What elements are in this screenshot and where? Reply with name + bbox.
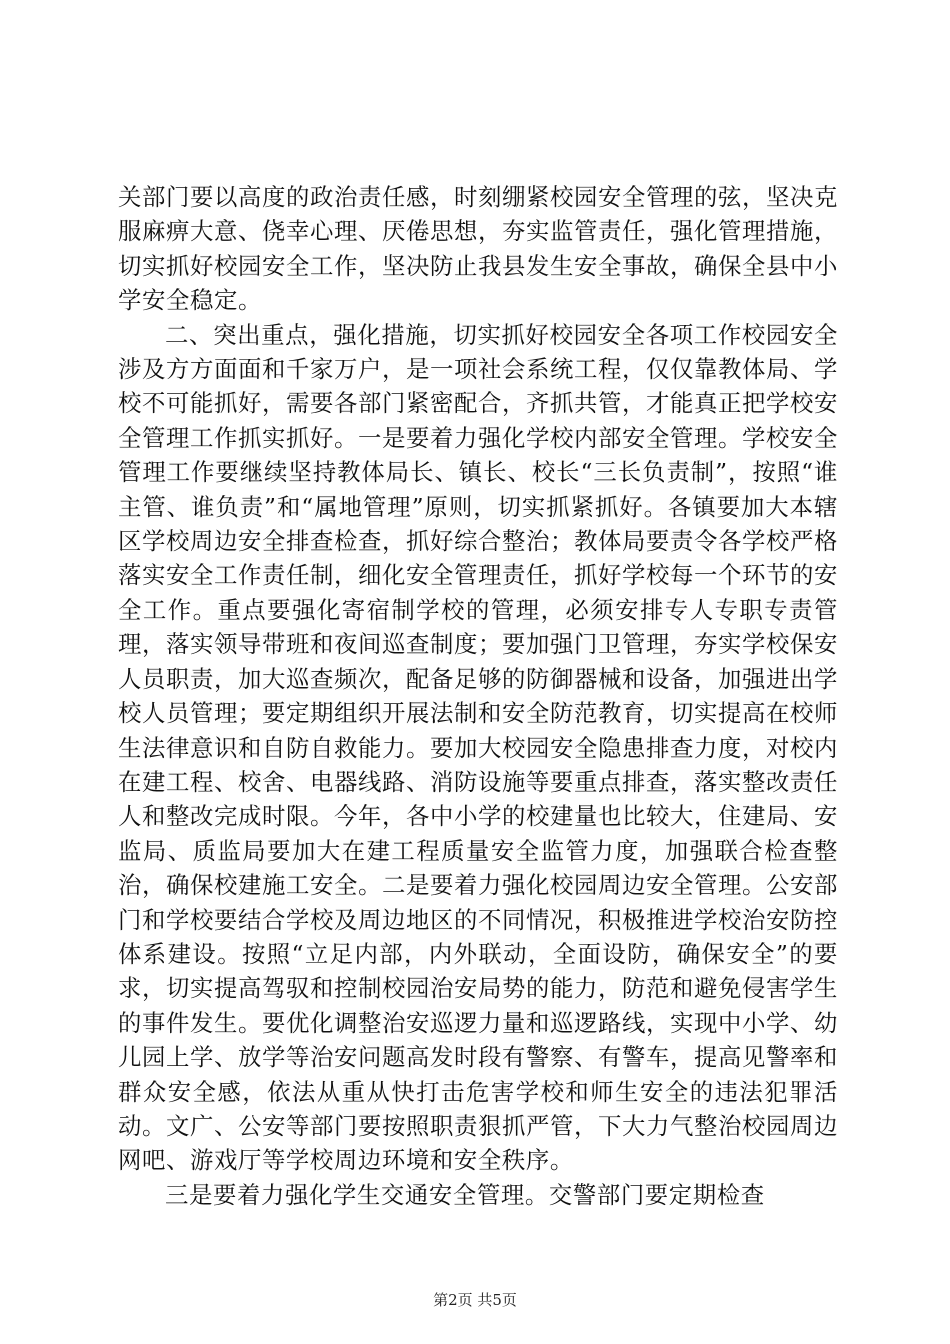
page-number-footer: 第2页 共5页	[433, 1291, 517, 1309]
paragraph-traffic-safety: 三是要着力强化学生交通安全管理。交警部门要定期检查	[165, 1180, 765, 1209]
document-body	[118, 180, 838, 1212]
paragraph-section-two: 二、突出重点，强化措施，切实抓好校园安全各项工作校园安全涉及方方面面和千家万户，是一项社会系统工程，仅仅靠教体局、学校不可能抓好，需要各部门紧密配合，齐抓共管，才能真正把学校安全管理工作抓实抓好。一是要着力强化学校内部安全管理。学校安全管理工作要继续坚持教体局长、镇长、校长“三长负责制”，按照“谁主管、谁负责”和“属地管理”原则，切实抓紧抓好。各镇要加大本辖区学校周边安全排查检查，抓好综合整治；教体局要责令各学校严格落实安全工作责任制，细化安全管理责任，抓好学校每一个环节的安全工作。重点要强化寄宿制学校的管理，必须安排专人专职专责管理，落实领导带班和夜间巡查制度；要加强门卫管理，夯实学校保安人员职责，加大巡查频次，配备足够的防御器械和设备，加强进出学校人员管理；要定期组织开展法制和安全防范教育，切实提高在校师生法律意识和自防自救能力。要加大校园安全隐患排查力度，对校内在建工程、校舍、电器线路、消防设施等要重点排查，落实整改责任人和整改完成时限。今年，各中小学的校建量也比较大，住建局、安监局、质监局要加大在建工程质量安全监管力度，加强联合检查整治，确保校建施工安全。二是要着力强化校园周边安全管理。公安部门和学校要结合学校及周边地区的不同情况，积极推进学校治安防控体系建设。按照“立足内部，内外联动，全面设防，确保安全”的要求，切实提高驾驭和控制校园治安局势的能力，防范和避免侵害学生的事件发生。要优化调整治安巡逻力量和巡逻路线，实现中小学、幼儿园上学、放学等治安问题高发时段有警察、有警车，提高见警率和群众安全感，依法从重从快打击危害学校和师生安全的违法犯罪活动。文广、公安等部门要按照职责狠抓严管，下大力气整治校园周边网吧、游戏厅等学校周边环境和安全秩序。	[118, 320, 838, 1175]
paragraph-continued: 关部门要以高度的政治责任感，时刻绷紧校园安全管理的弦，坚决克服麻痹大意、侥幸心理、厌倦思想，夯实监管责任，强化管理措施，切实抓好校园安全工作，坚决防止我县发生安全事故，确保全县中小学安全稳定。	[118, 183, 838, 315]
